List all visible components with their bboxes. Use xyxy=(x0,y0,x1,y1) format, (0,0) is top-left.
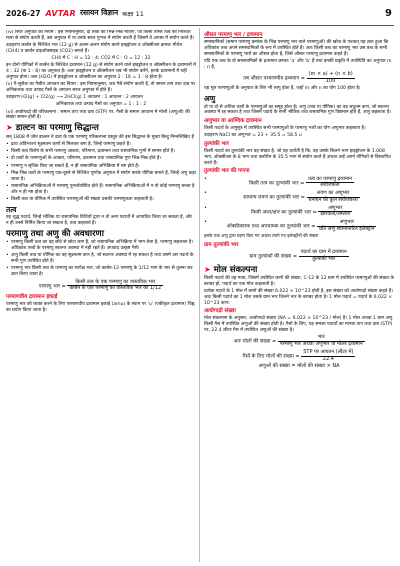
formula-denominator: धनायन की कुल संयोजकता xyxy=(308,196,358,203)
law-multiple-proportions: (iv) स्थिर अनुपात का नियम : इस नियमानुसार, दो तत्वों की भिन्न-भिन्न मात्राएँ, जो किसी तीसरे तत्व की निश्चित मात्रा से संयोग करती हैं, उस अनुपात में या उनके सरल गुणज में संयोग करती हैं जिसमें वे आपस में संयोग करते हैं। xyxy=(6,30,195,41)
column-divider xyxy=(199,28,200,562)
page-header xyxy=(0,0,400,26)
ratio-line: CH4 में C : H = 12 : 4; CO2 में C : O = 12 : 32 xyxy=(51,56,151,61)
formula-lhs: गैसों के लिए मोलों की संख्या = xyxy=(242,353,300,360)
molecules-count-formula: अणुओं की संख्या = मोलों की संख्या × NA xyxy=(258,363,340,370)
atomic-weight-formula xyxy=(6,280,196,292)
formula-lhs: परमाणु भार = xyxy=(38,283,66,290)
formula-fraction xyxy=(278,335,365,347)
formula-lhs: अतः मोलों की संख्या = xyxy=(233,339,277,346)
law-example: उदाहरण कार्बन के निश्चित भार (12 g) से अलग-अलग संयोग करने हाइड्रोजन व ऑक्सीजन क्रमशः मीथेन (CH4) व कार्बन डाइऑक्साइड (CO2) बनाते हैं। xyxy=(6,43,183,54)
formula-note: यह सूत्र परमाणुओं के अनुपात के लिए भी लागू होता है, जहाँ m और n का योग 100 होता है। xyxy=(204,86,361,92)
molecular-mass-text: किसी पदार्थ के अणुसूत्र में उपस्थित सभी परमाणुओं के परमाणु भारों का योग अणुभार कहलाता है। xyxy=(204,126,366,131)
subheading-equivalent-calc: तुल्यांकी भार की गणना xyxy=(204,168,250,175)
class-label: कक्षा 11 xyxy=(122,9,144,18)
molecule-definition: दो या दो से अधिक तत्वों के परमाणुओं का समूह होता है। अणु (तत्व या यौगिक) का वह लघुतम कण, जो स्वतन्त्र अवस्था में रह सकता है तथा जिसमें पदार्थ के सभी भौतिक तथा रासायनिक गुण विद्यमान होते हैं, अणु कहलाता है। xyxy=(204,104,392,116)
header-divider xyxy=(6,25,394,26)
subheading-equivalent-weight: तुल्यांकी भार xyxy=(204,141,229,147)
formula-numerator: लवण का अणुभार xyxy=(307,191,360,198)
equivalent-weight-text: किसी पदार्थ का तुल्यांकी भार वह संख्या है, जो यह दर्शाती है कि, वह उसके कितने भाग हाइड्रोजन के 1.008 भाग, ऑक्सीजन के 8 भाग तथा क्लोरीन के 35.5 भाग से संयोग करते हैं अथवा उन्हें अपने यौगिकों से विस्थापित करते हैं। xyxy=(204,149,391,166)
formula-denominator: कार्बन के एक परमाणु का वास्तविक भार का 1/12 xyxy=(69,285,162,292)
isotope-ratio-text: यदि एक तत्व के दो समस्थानिकों के द्रव्यमान क्रमशः 'a' और 'b' हैं तथा इनकी प्रकृति में उपस्थिति का अनुपात m : n है, xyxy=(204,58,392,70)
formula-fraction xyxy=(318,206,352,218)
moles-formula xyxy=(204,335,394,347)
list-item: • परमाणु न सृजित किए जा सकते हैं, न ही रासायनिक अभिक्रिया में नष्ट होते हैं। xyxy=(6,164,196,170)
left-column xyxy=(6,30,196,564)
formula-lhs: किसी तत्व का तुल्यांकी भार = xyxy=(249,180,305,187)
section-mole-concept xyxy=(204,265,394,275)
list-item: • किसी तत्व या यौगिक में उपस्थित परमाणुओं की संख्या उसकी परमाणुकता कहलाती है। xyxy=(6,197,196,203)
subheading-gram-equivalent: ग्राम तुल्यांकी भार xyxy=(204,241,239,248)
list-item: • किसी तत्व विशेष के सभी परमाणु आकार, परिमाण, द्रव्यमान तथा रासायनिक गुणों में समान होते हैं। xyxy=(6,149,196,155)
subheading-avogadro-number: आवोगाद्रो संख्या xyxy=(204,308,236,315)
average-mass-formula xyxy=(204,72,394,84)
formula-lhs: ग्राम तुल्यांकों की संख्या = xyxy=(249,253,298,260)
formula-numerator: भार xyxy=(278,335,365,342)
subheading-molecular-mass: अणुभार या आण्विक द्रव्यमान xyxy=(204,117,262,124)
formula-lhs: सामान्य लवण का तुल्यांकी भार = xyxy=(243,194,305,201)
formula-denominator: 22.4 xyxy=(322,355,334,362)
formula-lhs: तब औसत परमाणवीय द्रव्यमान = xyxy=(243,75,305,82)
right-column xyxy=(204,30,394,564)
formula-equivalent-salt xyxy=(204,191,394,203)
molecular-mass-example: उदाहरण NaCl का अणुभार = 23 + 35.5 = 58.5 u xyxy=(204,133,302,139)
formula-equivalent-element xyxy=(204,177,394,189)
list-item: • अणु किसी तत्व या यौगिक का वह सूक्ष्मतम कण है, जो स्वतन्त्र अवस्था में रह सकता है तथा उसमें उस पदार्थ के सभी गुण उपस्थित होते हैं। xyxy=(6,253,196,264)
amu-text: परमाणु भार को व्यक्त करने के लिए परमाणवीय द्रव्यमान इकाई (amu) के स्थान पर 'u' (एकीकृत द्रव्यमान) चिह्न का प्रयोग किया जाता है। xyxy=(6,302,195,313)
formula-fraction xyxy=(67,280,163,292)
formula-numerator: पदार्थ का ग्राम में द्रव्यमान xyxy=(300,249,347,256)
formula-fraction xyxy=(306,177,354,189)
section-arrow-icon: ➤ xyxy=(204,264,211,274)
heading-molecule: अणु xyxy=(204,93,216,103)
element-definition: वह शुद्ध पदार्थ, जिन्हें भौतिक या रासायनिक विधियों द्वारा न तो अन्य पदार्थों में अपघटित किया जा सकता है, और न ही उनसे निर्मित किया जा सकता है, तत्व कहलाते हैं। xyxy=(6,215,193,227)
redox-note: इसके एक अणु द्वारा ग्रहण किए गए अथवा त्यागे गए इलेक्ट्रॉनों की संख्या xyxy=(204,233,319,239)
section-title: मोल संकल्पना xyxy=(213,264,258,275)
formula-equivalent-redox xyxy=(204,220,394,232)
gay-lussac-law: (v) गै-लुसैक का गैसीय आयतन का नियम : इस नियमानुसार, जब गैसें संयोग करती हैं, तो समान ताप तथा दाब पर अभिकारक तथा उत्पाद गैसों के आयतन सरल अनुपात में होते हैं। xyxy=(6,82,196,93)
section-atom-molecule xyxy=(6,229,196,239)
formula-numerator: किसी तत्व के एक परमाणु का वास्तविक भार xyxy=(67,280,163,287)
year-label: 2026-27 xyxy=(6,8,41,18)
subject-title: रसायन विज्ञान xyxy=(79,8,119,17)
gas-ratio: अभिकारक तथा उत्पाद गैसों का अनुपात = 1 : 1 : 2 xyxy=(55,102,147,108)
formula-denominator: प्रति अणु स्थानान्तरित इलेक्ट्रॉन xyxy=(319,225,375,232)
brand-logo: AVTAR xyxy=(45,8,76,18)
heading-element: तत्व xyxy=(6,204,17,214)
mole-definition: किसी पदार्थ की वह मात्रा, जिसमें उपस्थित कणों की संख्या, C-12 के 12 ग्राम में उपस्थित परमाणुओं की संख्या के बराबर हो, पदार्थ का एक मोल कहलाती है। xyxy=(204,276,394,287)
avogadro-hypothesis: (vi) आवोगाद्रो की परिकल्पना : समान ताप तथा दाब (STP) पर, गैसों के समान आयतन में मोलों (अणुओं) की संख्या समान होती है। xyxy=(6,109,190,121)
formula-numerator: STP पर आयतन (लीटर में) xyxy=(303,348,354,355)
avogadro-number-text: प्रत्येक पदार्थ के 1 मोल में कणों की संख्या 6.022 × 10^23 होती है, इस संख्या को आवोगाद्रो संख्या कहते हैं। अतः किसी पदार्थ का 1 मोल उसके ग्राम भार जितने भार के बराबर होता है। 1 मोल पदार्थ = पदार्थ के 6.022 × 10^23 कण। xyxy=(204,289,394,306)
section-dalton-theory xyxy=(6,123,196,133)
law-explanation: इन दोनों यौगिकों में कार्बन के निश्चित द्रव्यमान (12 g) से संयोग करने वाले हाइड्रोजन व ऑक्सीजन के द्रव्यमानों में 4 : 32 (या 1 : 8) का अनुपात है। अतः हाइड्रोजन व ऑक्सीजन जब भी संयोग करेंगे, इनके द्रव्यमानों में यही अनुपात होगा। जल (H2O) में हाइड्रोजन व ऑक्सीजन का अनुपात 2 : 16 = 1 : 8 होता है। xyxy=(6,63,196,80)
formula-numerator: (m × a) + (n × b) xyxy=(308,71,353,78)
formula-equivalent-acid-base xyxy=(204,206,394,218)
list-item: • परमाणु किसी तत्व का वह छोटे से छोटा कण है, जो रासायनिक अभिक्रिया में भाग लेता है, परमाणु कहलाता है। अधिकांश तत्वों के परमाणु स्वतन्त्र अवस्था में नहीं रहते हैं। अपवाद उत्कृष्ट गैसें। xyxy=(6,240,196,251)
formula-fraction xyxy=(301,350,355,362)
formula-denominator: संयोजकता xyxy=(320,182,340,189)
formula-fraction xyxy=(307,191,360,203)
formula-lhs: किसी अम्ल/क्षार का तुल्यांकी भार = xyxy=(250,209,317,216)
list-item: • द्रव्य अविभाज्य सूक्ष्मतम कणों से मिलकर बना है, जिन्हें परमाणु कहते हैं। xyxy=(6,142,196,148)
section-arrow-icon: ➤ xyxy=(6,123,13,132)
formula-denominator: परमाणु भार अथवा अणुभार या मोलर द्रव्यमान xyxy=(279,341,363,348)
section-title: डाल्टन का परमाणु सिद्धान्त xyxy=(15,123,99,133)
page-number: 9 xyxy=(385,7,392,19)
section-title: परमाणु तथा अणु की अवधारणा xyxy=(6,228,104,239)
formula-fraction xyxy=(317,220,376,232)
formula-lhs: ऑक्सीकारक तथा अपचायक का तुल्यांकी भार = xyxy=(226,223,316,230)
formula-fraction xyxy=(307,72,355,84)
list-item: • परमाणु भार किसी तत्व के परमाणु का सापेक्ष भार, जो कार्बन-12 परमाणु के 1/12 भाग के भार से तुलना कर ज्ञात किया जाता है। xyxy=(6,266,196,277)
gas-moles-formula xyxy=(204,350,394,362)
formula-numerator: अणुभार xyxy=(318,206,352,213)
list-item: • दो तत्वों के परमाणुओं के आकार, परिमाण, द्रव्यमान तथा रासायनिक गुण भिन्न-भिन्न होते हैं। xyxy=(6,156,196,162)
dalton-intro: सन् 1808 में जॉन डाल्टन ने द्रव्य के एक परमाणु परिकल्पना प्रस्तुत की इस सिद्धान्त के मुख्य बिन्दु निम्नलिखित हैं xyxy=(6,134,194,140)
avogadro-explanation: मोल संकल्पना के अनुसार, आवोगाद्रो संख्या (NA = 6.022 × 10^23 / मोल) है। 1 मोल अथवा 1 ग्राम अणु किसी गैस में उपस्थित अणुओं की संख्या होती है। गैसों के लिए, यह समस्त पदार्थों का मानक ताप तथा दाब (STP) पर, 22.4 लीटर गैस में उपस्थित अणुओं की संख्या है। xyxy=(204,316,393,333)
subheading-amu: परमाणवीय द्रव्यमान इकाई xyxy=(6,294,58,301)
formula-numerator: तत्व का परमाणु द्रव्यमान xyxy=(307,175,352,182)
gram-equivalent-formula xyxy=(204,250,394,262)
gay-lussac-example: उदाहरण H2(g) + Cl2(g) ⟶ 2HCl(g) 1 आयतन : 1 आयतन : 2 आयतन xyxy=(6,95,143,100)
formula-denominator: 100 xyxy=(325,77,336,84)
isotopes-text: समस्थानिकों (समान परमाणु क्रमांक के भिन्न परमाणु भार वाले परमाणुओं) की खोज के पश्चात् यह ज्ञात हुआ कि अधिकांश तत्व अपने समस्थानिकों के रूप में उपस्थित होते हैं। अतः किसी तत्व का परमाणु भार उस तत्व के सभी समस्थानिकों के परमाणु भारों का औसत होता है, जिसे औसत परमाणु द्रव्यमान कहते हैं। xyxy=(204,40,389,57)
formula-numerator: अणुभार xyxy=(317,220,376,227)
list-item: • रासायनिक अभिक्रियाओं में परमाणु पुनर्व्यवस्थित होते हैं। रासायनिक अभिक्रियाओं में न तो कोई परमाणु बनता है और न ही नष्ट होता है। xyxy=(6,184,196,195)
subheading-average-atomic-mass: औसत परमाणु भार / द्रव्यमान xyxy=(204,32,263,38)
formula-denominator: तुल्यांकी भार xyxy=(312,255,336,262)
list-item: • भिन्न-भिन्न तत्वों के परमाणु एक-दूसरे से निश्चित पूर्णांक अनुपात में संयोग करके यौगिक बनाते हैं, जिन्हें अणु कहा जाता है। xyxy=(6,171,196,182)
formula-fraction xyxy=(299,250,349,262)
formula-denominator: क्षारकता/अम्लता xyxy=(320,211,351,218)
